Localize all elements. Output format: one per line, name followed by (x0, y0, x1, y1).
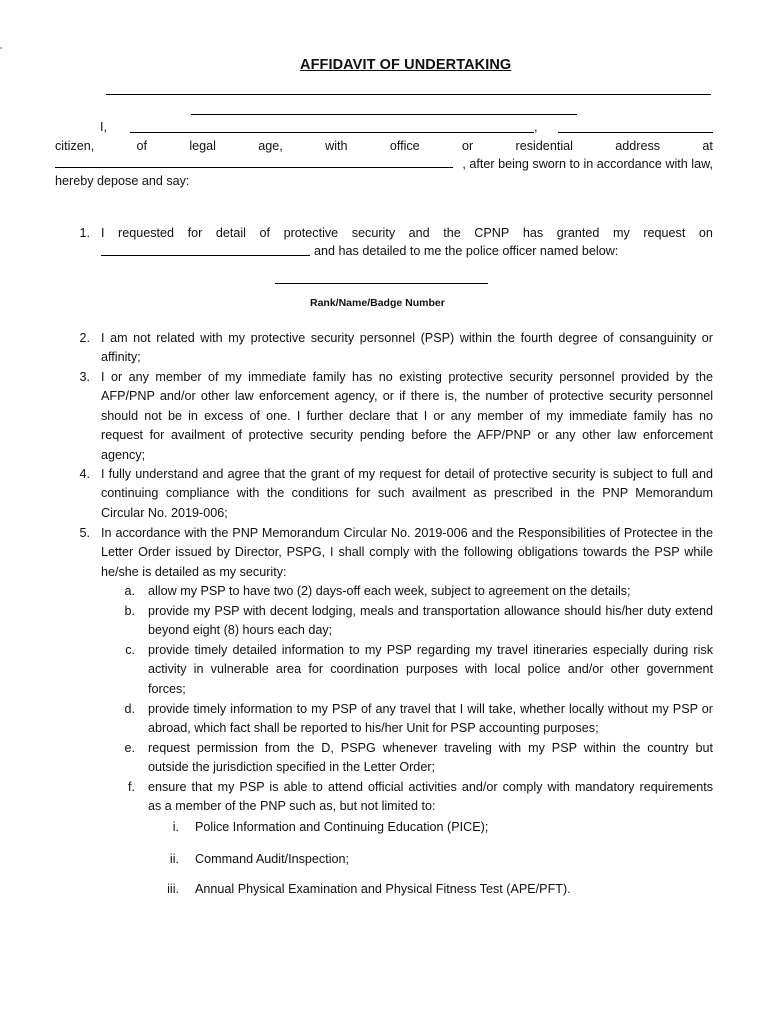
subitem-c-line: activity in vulnerable area for coordination purposes with local police and/or other government (148, 662, 713, 677)
document-title: AFFIDAVIT OF UNDERTAKING (300, 57, 512, 73)
blank-line-citizenship (558, 132, 713, 133)
item-4-line: continuing compliance with the conditions for such availment as prescribed in the PNP Memorandum (101, 486, 713, 501)
item-1-line-1-word: and (408, 226, 430, 240)
subitem-a-line: allow my PSP to have two (2) days-off each week, subject to agreement on the details; (148, 584, 631, 598)
subitem-c-line: provide timely detailed information to my PSP regarding my travel itineraries especially during risk (148, 643, 713, 657)
subitem-a-number: a. (124, 584, 135, 598)
subitem-f-line: as a member of the PNP such as, but not limited to: (148, 799, 436, 814)
item-3-line: should not be in excess of one. I further declare that I or any member of my immediate family has no (101, 408, 713, 423)
roman-item-text: Annual Physical Examination and Physical Fitness Test (APE/PFT). (195, 882, 571, 896)
preamble-depose: hereby depose and say: (55, 174, 190, 188)
subitem-f-text (148, 778, 713, 817)
blank-line-address (55, 167, 453, 168)
item-1-line-1-word: request (643, 226, 686, 240)
subitem-d-line: provide timely information to my PSP of any travel that I will take, whether locally without my PSP or (148, 702, 713, 716)
preamble-line-2-word: legal (189, 139, 216, 153)
item-3-line: I or any member of my immediate family has no existing protective security personnel provided by the (101, 370, 713, 384)
roman-item-numeral: i. (172, 820, 179, 834)
rank-name-badge-label: Rank/Name/Badge Number (310, 297, 445, 309)
item-1-line-1-word: my (612, 226, 630, 240)
subitem-f-line: ensure that my PSP is able to attend official activities and/or comply with mandatory requirements (148, 780, 713, 794)
item-1-line-1-word: security (351, 226, 396, 240)
subitem-e-line: request permission from the D, PSPG whenever traveling with my PSP within the country but (148, 741, 713, 755)
item-5-line: In accordance with the PNP Memorandum Circular No. 2019-006 and the Responsibilities of Protectee in the (101, 526, 713, 540)
item-3-line: agency; (101, 447, 146, 462)
preamble-line-2-word: at (702, 139, 713, 153)
item-1-line-1-word: granted (556, 226, 600, 240)
item-5-text (101, 524, 713, 582)
item-1-line-1 (101, 224, 713, 242)
preamble-line-2-word: of (136, 139, 148, 153)
preamble-line-2-word: office (389, 139, 420, 153)
subitem-c-number: c. (125, 643, 135, 657)
item-1-line-1-word: I (101, 226, 105, 240)
preamble-line-2-word: residential (515, 139, 573, 153)
preamble-after-sworn: , after being sworn to in accordance with law, (462, 157, 713, 171)
item-5-number: 5. (79, 526, 90, 540)
item-2-number: 2. (79, 331, 90, 345)
preamble-line-2-word: address (615, 139, 661, 153)
item-4-line: I fully understand and agree that the grant of my request for detail of protective security is subject to full and (101, 467, 713, 481)
subitem-b-line: beyond eight (8) hours each day; (148, 623, 333, 638)
preamble-line-2-word: with (325, 139, 348, 153)
roman-item-text: Command Audit/Inspection; (195, 852, 350, 866)
subitem-d-text (148, 700, 713, 739)
item-1-number: 1. (79, 226, 90, 240)
subitem-b-text (148, 602, 713, 641)
subitem-f-number: f. (128, 780, 135, 794)
subitem-b-line: provide my PSP with decent lodging, meals and transportation allowance should his/her duty extend (148, 604, 713, 618)
preamble-i-label: I, (100, 120, 107, 134)
roman-item-numeral: ii. (169, 852, 179, 866)
subitem-c-line: forces; (148, 681, 186, 696)
preamble-comma: , (534, 120, 538, 134)
subitem-d-number: d. (124, 702, 135, 716)
item-1-line-1-word: requested (118, 226, 175, 240)
item-1-line-1-word: the (443, 226, 461, 240)
item-4-line: Circular No. 2019-006; (101, 505, 228, 520)
subitem-a-text (148, 582, 713, 601)
item-3-number: 3. (79, 370, 90, 384)
preamble-line-2-word: age, (258, 139, 283, 153)
item-1-line-1-word: detail (215, 226, 246, 240)
preamble-line-2-word: or (462, 139, 474, 153)
item-1-line-1-word: on (698, 226, 713, 240)
roman-item-text: Police Information and Continuing Education (PICE); (195, 820, 489, 834)
blank-line-officer (275, 283, 488, 284)
item-1-line-1-word: protective (283, 226, 339, 240)
blank-line-name-2 (191, 114, 577, 115)
blank-line-name (106, 94, 711, 95)
scan-speck (0, 47, 2, 49)
item-1-line-1-word: of (259, 226, 271, 240)
subitem-c-text (148, 641, 713, 699)
item-1-line-1-word: for (187, 226, 203, 240)
roman-item-numeral: iii. (167, 882, 179, 896)
subitem-d-line: abroad, which fact shall be reported to his/her Unit for PSP accounting purposes; (148, 721, 599, 736)
subitem-e-line: outside the jurisdiction specified in the Letter Order; (148, 760, 436, 775)
item-2-line: I am not related with my protective security personnel (PSP) within the fourth degree of consanguinity or (101, 331, 713, 345)
item-2-text (101, 329, 713, 368)
preamble-line-2 (55, 137, 713, 155)
item-4-text (101, 465, 713, 523)
item-5-line: Letter Order issued by Director, PSPG, I shall comply with the following obligations towards the PSP while (101, 545, 713, 560)
subitem-b-number: b. (124, 604, 135, 618)
item-1-line-1-word: has (522, 226, 544, 240)
subitem-e-text (148, 739, 713, 778)
item-4-number: 4. (79, 467, 90, 481)
subitem-e-number: e. (124, 741, 135, 755)
blank-line-date (101, 255, 310, 256)
preamble-line-2-word: citizen, (55, 139, 95, 153)
item-3-text (101, 368, 713, 465)
item-5-line: he/she is detailed as my security: (101, 564, 287, 579)
blank-line-affiant-name (130, 132, 534, 133)
item-1-line-1-word: CPNP (474, 226, 510, 240)
item-3-line: request for availment of protective security pending before the AFP/PNP or any other law enforcement (101, 428, 713, 443)
item-1-line-2-tail: and has detailed to me the police officer named below: (314, 244, 619, 258)
item-2-line: affinity; (101, 350, 141, 365)
affidavit-page (55, 0, 713, 1024)
item-3-line: AFP/PNP and/or other law enforcement agency, or if there is, the number of protective security personnel (101, 389, 713, 404)
